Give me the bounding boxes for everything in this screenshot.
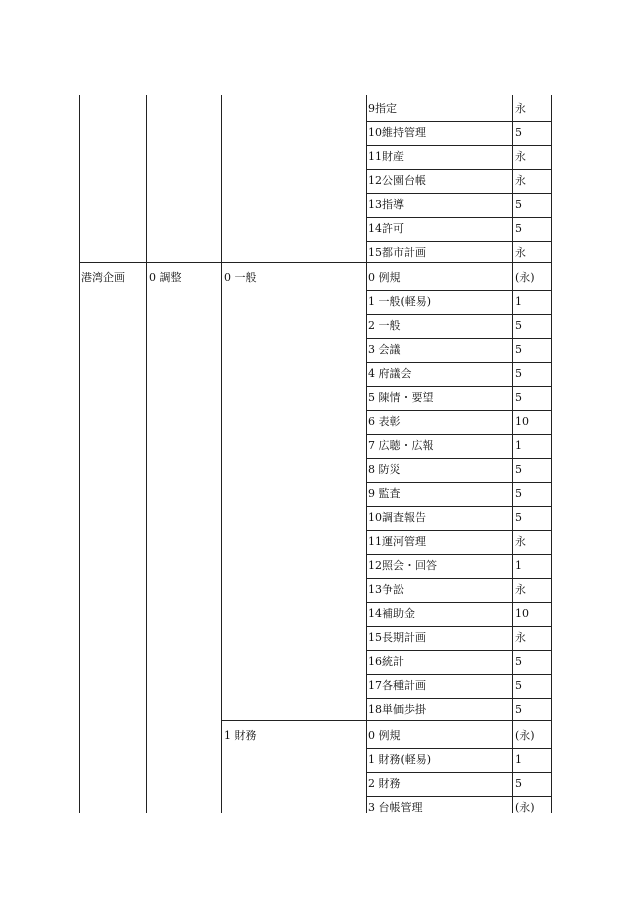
general-row-period-9: 5 (515, 487, 522, 500)
block-separator (79, 262, 552, 263)
subcategory-cell-general: 0 一般 (224, 271, 257, 284)
finance-row-period-3: (永) (515, 801, 535, 814)
general-row-period-18: 5 (515, 703, 522, 716)
row-separator (366, 193, 552, 194)
table-divider-division (146, 95, 147, 813)
general-row-item-11: 11運河管理 (368, 535, 426, 548)
row-separator (366, 362, 552, 363)
general-row-period-1: 1 (515, 295, 522, 308)
row-separator (366, 290, 552, 291)
upper-row-period-0: 永 (515, 102, 526, 115)
upper-row-period-2: 永 (515, 150, 526, 163)
finance-row-period-2: 5 (515, 777, 522, 790)
general-row-period-10: 5 (515, 511, 522, 524)
general-row-item-8: 8 防災 (368, 463, 401, 476)
general-row-period-0: (永) (515, 271, 535, 284)
upper-row-period-3: 永 (515, 174, 526, 187)
general-row-item-16: 16統計 (368, 655, 404, 668)
row-separator (366, 482, 552, 483)
general-row-item-6: 6 表彰 (368, 415, 401, 428)
upper-row-item-1: 10維持管理 (368, 126, 426, 139)
general-row-period-11: 永 (515, 535, 526, 548)
row-separator (366, 386, 552, 387)
general-row-period-17: 5 (515, 679, 522, 692)
general-row-period-16: 5 (515, 655, 522, 668)
subcategory-cell-finance: 1 財務 (224, 729, 257, 742)
general-row-period-14: 10 (515, 607, 529, 620)
row-separator (366, 506, 552, 507)
row-separator (366, 121, 552, 122)
general-row-period-12: 1 (515, 559, 522, 572)
general-row-item-13: 13争訟 (368, 583, 404, 596)
table-border-right (551, 95, 552, 813)
general-row-period-5: 5 (515, 391, 522, 404)
row-separator (366, 241, 552, 242)
upper-row-item-4: 13指導 (368, 198, 404, 211)
table-divider-subcategory (366, 95, 367, 813)
general-row-item-4: 4 府議会 (368, 367, 412, 380)
general-row-item-3: 3 会議 (368, 343, 401, 356)
table-divider-period (512, 95, 513, 813)
row-separator (366, 602, 552, 603)
general-row-period-13: 永 (515, 583, 526, 596)
row-separator (366, 796, 552, 797)
general-row-period-6: 10 (515, 415, 529, 428)
row-separator (366, 458, 552, 459)
row-separator (366, 145, 552, 146)
row-separator (366, 169, 552, 170)
row-separator (366, 314, 552, 315)
table-border-left (79, 95, 80, 813)
finance-row-item-1: 1 財務(軽易) (368, 753, 432, 766)
upper-row-period-6: 永 (515, 246, 526, 259)
row-separator (366, 410, 552, 411)
row-separator (366, 217, 552, 218)
general-row-item-12: 12照会・回答 (368, 559, 437, 572)
general-row-item-17: 17各種計画 (368, 679, 426, 692)
row-separator (366, 748, 552, 749)
general-row-item-1: 1 一般(軽易) (368, 295, 432, 308)
general-row-item-5: 5 陳情・要望 (368, 391, 434, 404)
finance-row-item-2: 2 財務 (368, 777, 401, 790)
row-separator (366, 650, 552, 651)
general-row-period-4: 5 (515, 367, 522, 380)
general-row-period-15: 永 (515, 631, 526, 644)
general-row-period-3: 5 (515, 343, 522, 356)
upper-row-period-5: 5 (515, 222, 522, 235)
general-row-period-7: 1 (515, 439, 522, 452)
upper-row-period-1: 5 (515, 126, 522, 139)
general-row-item-10: 10調査報告 (368, 511, 426, 524)
group-separator (221, 720, 552, 721)
finance-row-item-0: 0 例規 (368, 729, 401, 742)
upper-row-item-0: 9指定 (368, 102, 397, 115)
general-row-item-7: 7 広聴・広報 (368, 439, 434, 452)
general-row-item-9: 9 監査 (368, 487, 401, 500)
general-row-item-2: 2 一般 (368, 319, 401, 332)
row-separator (366, 698, 552, 699)
upper-row-item-2: 11財産 (368, 150, 404, 163)
row-separator (366, 626, 552, 627)
general-row-period-8: 5 (515, 463, 522, 476)
table-divider-category (221, 95, 222, 813)
category-cell: 0 調整 (149, 271, 182, 284)
row-separator (366, 530, 552, 531)
general-row-item-18: 18単価歩掛 (368, 703, 426, 716)
row-separator (366, 338, 552, 339)
general-row-item-14: 14補助金 (368, 607, 415, 620)
division-cell: 港湾企画 (81, 271, 125, 284)
row-separator (366, 772, 552, 773)
upper-row-item-5: 14許可 (368, 222, 404, 235)
upper-row-period-4: 5 (515, 198, 522, 211)
row-separator (366, 578, 552, 579)
finance-row-period-0: (永) (515, 729, 535, 742)
row-separator (366, 434, 552, 435)
general-row-period-2: 5 (515, 319, 522, 332)
upper-row-item-6: 15都市計画 (368, 246, 426, 259)
general-row-item-0: 0 例規 (368, 271, 401, 284)
upper-row-item-3: 12公園台帳 (368, 174, 426, 187)
general-row-item-15: 15長期計画 (368, 631, 426, 644)
row-separator (366, 554, 552, 555)
row-separator (366, 674, 552, 675)
finance-row-period-1: 1 (515, 753, 522, 766)
finance-row-item-3: 3 台帳管理 (368, 801, 423, 814)
